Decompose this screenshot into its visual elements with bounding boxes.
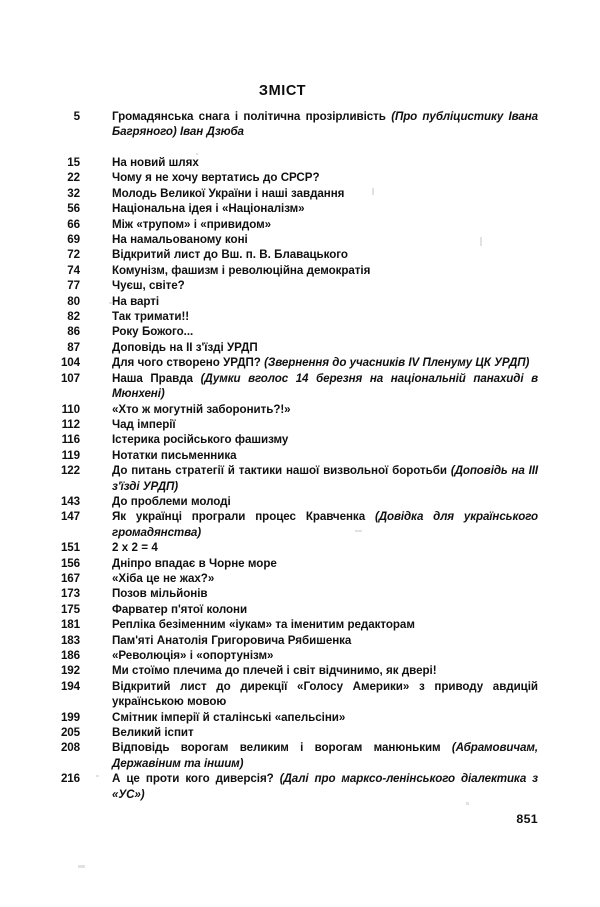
toc-entry-title bbox=[112, 586, 538, 601]
toc-entry-subtitle: (Абрамовичам, Державіним та іншим) bbox=[112, 741, 538, 770]
toc-entry[interactable] bbox=[0, 109, 600, 140]
toc-entry-title bbox=[112, 294, 538, 309]
toc-entry-title-text: Чад імперії bbox=[112, 417, 176, 431]
toc-entry[interactable] bbox=[0, 170, 600, 185]
toc-entry-title bbox=[112, 186, 538, 201]
toc-entry[interactable] bbox=[0, 540, 600, 555]
toc-entry-page-number: 15 bbox=[67, 156, 80, 169]
toc-entry-title bbox=[112, 509, 538, 540]
toc-entry-title-text: Між «трупом» і «привидом» bbox=[112, 217, 272, 231]
toc-entry-page-number: 156 bbox=[60, 556, 80, 570]
toc-entry-page-number: 82 bbox=[67, 310, 80, 324]
toc-entry[interactable] bbox=[0, 740, 600, 771]
toc-entry-page-number: 181 bbox=[60, 618, 80, 632]
toc-entry-title-text: Великий іспит bbox=[112, 726, 194, 740]
toc-entry-title-text: Доповідь на ІІ з'їзді УРДП bbox=[112, 340, 258, 354]
toc-entry-page-number: 151 bbox=[60, 541, 80, 555]
toc-entry-title-text: «Хіба це не жах?» bbox=[112, 571, 215, 585]
toc-entry-title-text: Комунізм, фашизм і революційна демократія bbox=[112, 263, 371, 277]
toc-entry-title bbox=[112, 417, 538, 432]
toc-entry[interactable] bbox=[0, 771, 600, 802]
toc-entry-page-number: 183 bbox=[60, 633, 80, 647]
toc-entry[interactable] bbox=[0, 710, 600, 725]
toc-entry-title-text: Як українці програли процес Кравченка bbox=[112, 510, 375, 524]
toc-entry-page-number: 119 bbox=[61, 448, 80, 462]
toc-entry-title-text: Фарватер п'ятої колони bbox=[112, 602, 248, 616]
toc-entry-title-text: Чому я не хочу вертатись до СРСР? bbox=[112, 171, 320, 185]
toc-entry[interactable] bbox=[0, 556, 600, 571]
toc-entry-title-text: Року Божого... bbox=[112, 325, 194, 339]
toc-entry-title bbox=[112, 463, 538, 494]
toc-entry-title-text: Репліка безіменним «іукам» та іменитим редакторам bbox=[112, 618, 415, 632]
toc-entry[interactable] bbox=[0, 586, 600, 601]
toc-entry[interactable] bbox=[0, 725, 600, 740]
toc-entry-title-text: Нотатки письменника bbox=[112, 448, 237, 462]
toc-entry-page-number: 216 bbox=[60, 772, 80, 786]
toc-entry-page-number: 32 bbox=[67, 186, 80, 200]
toc-entry-title-text: Пам'яті Анатолія Григоровича Рябишенка bbox=[112, 633, 352, 647]
toc-entry-title bbox=[112, 571, 538, 586]
toc-entry-title-text: Відповідь ворогам великим і ворогам манюньким bbox=[112, 741, 452, 755]
toc-entry-title-text: Смітник імперії й сталінські «апельсіни» bbox=[112, 710, 346, 724]
toc-entry-title-text: Ми стоїмо плечима до плечей і світ відчинимо, як двері! bbox=[112, 664, 437, 678]
toc-entry-page-number: 147 bbox=[60, 510, 80, 524]
toc-entry-page-number: 80 bbox=[67, 294, 80, 308]
toc-entry-page-number: 22 bbox=[67, 171, 80, 185]
toc-entry-title bbox=[112, 633, 538, 648]
toc-entry-title bbox=[112, 725, 538, 740]
toc-entry[interactable] bbox=[0, 602, 600, 617]
scan-speck bbox=[78, 865, 85, 868]
toc-entry[interactable] bbox=[0, 448, 600, 463]
toc-entry[interactable] bbox=[0, 217, 600, 232]
toc-entry-title bbox=[112, 371, 538, 402]
toc-entry[interactable] bbox=[0, 494, 600, 509]
toc-entry-subtitle: (Думки вголос 14 березня на національній панахиді в Мюнхені) bbox=[112, 371, 538, 401]
toc-entry-title-text: Наша Правда bbox=[112, 371, 201, 385]
toc-entry-title bbox=[112, 278, 538, 293]
toc-entry-title-text: «Хто ж могутній заборонить?!» bbox=[112, 402, 291, 416]
toc-entry-title bbox=[112, 648, 538, 663]
toc-entry-title-text: А це проти кого диверсія? bbox=[112, 772, 280, 786]
toc-entry-title-text: На новий шлях bbox=[112, 156, 199, 169]
toc-entry-page-number: 167 bbox=[60, 571, 80, 585]
toc-entry-page-number: 107 bbox=[60, 371, 80, 385]
toc-entry-subtitle: (Далі про марксо-ленінського діалектика з «УС») bbox=[112, 772, 538, 801]
toc-entry-page-number: 199 bbox=[60, 710, 80, 724]
toc-entry-page-number: 186 bbox=[60, 649, 80, 662]
toc-entry[interactable] bbox=[0, 294, 600, 309]
toc-entry-page-number: 208 bbox=[60, 741, 80, 755]
toc-entry-title-text: Істерика російського фашизму bbox=[112, 433, 289, 447]
toc-entry-title bbox=[112, 617, 538, 632]
toc-entry-title-text: Позов мільйонів bbox=[112, 587, 208, 601]
toc-entry-page-number: 175 bbox=[60, 602, 80, 616]
toc-entry-title bbox=[112, 679, 538, 710]
toc-entry-title bbox=[112, 309, 538, 324]
toc-entry-title-text: До питань стратегії й тактики нашої визвольної боротьби bbox=[112, 464, 451, 478]
toc-entry-title bbox=[112, 247, 538, 262]
toc-entry-title bbox=[112, 402, 538, 417]
toc-entry-title bbox=[112, 540, 538, 555]
toc-entry-title bbox=[112, 217, 538, 232]
toc-entry[interactable] bbox=[0, 186, 600, 201]
toc-entry-title-text: До проблеми молоді bbox=[112, 494, 231, 508]
toc-entry-page-number: 72 bbox=[67, 248, 80, 262]
toc-entry-subtitle: (Довідка для українського громадянства) bbox=[112, 510, 538, 539]
toc-entry-title bbox=[112, 340, 538, 355]
toc-entry[interactable] bbox=[0, 648, 600, 663]
toc-entry-title bbox=[112, 740, 538, 771]
toc-entry-title-text: Відкритий лист до дирекції «Голосу Америки» з приводу авдицій українською мовою bbox=[112, 679, 538, 709]
toc-entry-subtitle: (Звернення до учасників IV Пленуму ЦК УРДП) bbox=[264, 356, 530, 370]
toc-entry-title-text: Для чого створено УРДП? bbox=[112, 356, 265, 370]
scan-speck bbox=[466, 802, 469, 805]
page-folio-number: 851 bbox=[516, 812, 538, 826]
toc-entry-page-number: 173 bbox=[60, 587, 80, 601]
page-title: ЗМІСТ bbox=[258, 83, 307, 99]
toc-entry-title-text: Національна ідея і «Націоналізм» bbox=[112, 202, 305, 216]
toc-entry-title bbox=[112, 556, 538, 571]
toc-entry-page-number: 122 bbox=[60, 464, 80, 478]
toc-entry-title bbox=[112, 109, 538, 140]
toc-entry[interactable] bbox=[0, 155, 600, 170]
toc-entry[interactable] bbox=[0, 663, 600, 678]
toc-entry-title bbox=[112, 602, 538, 617]
toc-entry-page-number: 110 bbox=[61, 402, 80, 416]
toc-entry[interactable] bbox=[0, 340, 600, 355]
toc-entry-title-text: На намальованому коні bbox=[112, 233, 248, 247]
toc-entry-page-number: 86 bbox=[67, 325, 80, 339]
toc-entry-title-text: Громадянська снага і політична прозірливість bbox=[112, 110, 392, 123]
toc-entry-page-number: 77 bbox=[67, 279, 80, 293]
toc-entry[interactable] bbox=[0, 509, 600, 540]
toc-entry-title bbox=[112, 448, 538, 463]
table-of-contents-list bbox=[0, 109, 600, 802]
toc-entry-title-text: Так тримати!! bbox=[112, 310, 190, 324]
toc-entry-page-number: 192 bbox=[60, 664, 80, 678]
toc-entry[interactable] bbox=[0, 324, 600, 339]
toc-entry[interactable] bbox=[0, 402, 600, 417]
toc-entry[interactable] bbox=[0, 278, 600, 293]
toc-entry-page-number: 56 bbox=[67, 202, 80, 216]
toc-entry-page-number: 143 bbox=[60, 494, 80, 508]
toc-entry-title bbox=[112, 170, 538, 185]
toc-entry[interactable] bbox=[0, 355, 600, 370]
toc-entry-page-number: 74 bbox=[67, 263, 80, 277]
toc-entry-title bbox=[112, 324, 538, 339]
toc-entry-title-text: 2 x 2 = 4 bbox=[112, 541, 158, 555]
toc-entry[interactable] bbox=[0, 201, 600, 216]
toc-entry[interactable] bbox=[0, 417, 600, 432]
toc-entry-title-text: Відкритий лист до Вш. п. В. Блавацького bbox=[112, 248, 348, 262]
toc-entry-title bbox=[112, 155, 538, 170]
toc-entry-page-number: 116 bbox=[61, 433, 80, 447]
toc-entry[interactable] bbox=[0, 679, 600, 710]
toc-entry[interactable] bbox=[0, 463, 600, 494]
toc-entry-page-number: 194 bbox=[60, 679, 80, 693]
toc-entry-page-number: 66 bbox=[67, 217, 80, 231]
toc-entry-title bbox=[112, 710, 538, 725]
toc-entry-subtitle: (Доповідь на ІІІ з'їзді УРДП) bbox=[112, 464, 538, 493]
toc-entry[interactable] bbox=[0, 309, 600, 324]
toc-entry-title bbox=[112, 494, 538, 509]
toc-entry[interactable] bbox=[0, 617, 600, 632]
toc-entry-page-number: 205 bbox=[60, 726, 80, 740]
toc-entry-subtitle: (Про публіцистику Івана Багряного) Іван Дзюба bbox=[112, 110, 538, 139]
toc-entry-page-number: 5 bbox=[73, 110, 80, 123]
toc-entry-page-number: 112 bbox=[61, 417, 80, 431]
toc-entry-page-number: 87 bbox=[67, 340, 80, 354]
toc-entry-title bbox=[112, 771, 538, 802]
toc-entry-page-number: 69 bbox=[67, 233, 80, 247]
toc-entry-title-text: На варті bbox=[112, 294, 160, 308]
toc-entry-page-number: 104 bbox=[60, 356, 80, 370]
toc-entry-title bbox=[112, 663, 538, 678]
toc-entry[interactable] bbox=[0, 263, 600, 278]
toc-entry[interactable] bbox=[0, 232, 600, 247]
toc-entry-title bbox=[112, 355, 538, 370]
toc-entry[interactable] bbox=[0, 371, 600, 402]
toc-entry-title bbox=[112, 263, 538, 278]
toc-entry-title bbox=[112, 232, 538, 247]
toc-entry[interactable] bbox=[0, 633, 600, 648]
toc-entry[interactable] bbox=[0, 247, 600, 262]
toc-entry-title-text: «Революція» і «опортунізм» bbox=[112, 649, 274, 662]
toc-entry[interactable] bbox=[0, 432, 600, 447]
toc-entry-title-text: Дніпро впадає в Чорне море bbox=[112, 556, 277, 570]
toc-entry-title bbox=[112, 432, 538, 447]
toc-entry-title bbox=[112, 201, 538, 216]
toc-entry-title-text: Чуєш, світе? bbox=[112, 279, 185, 293]
toc-entry[interactable] bbox=[0, 571, 600, 586]
toc-entry-title-text: Молодь Великої України і наші завдання bbox=[112, 186, 345, 200]
